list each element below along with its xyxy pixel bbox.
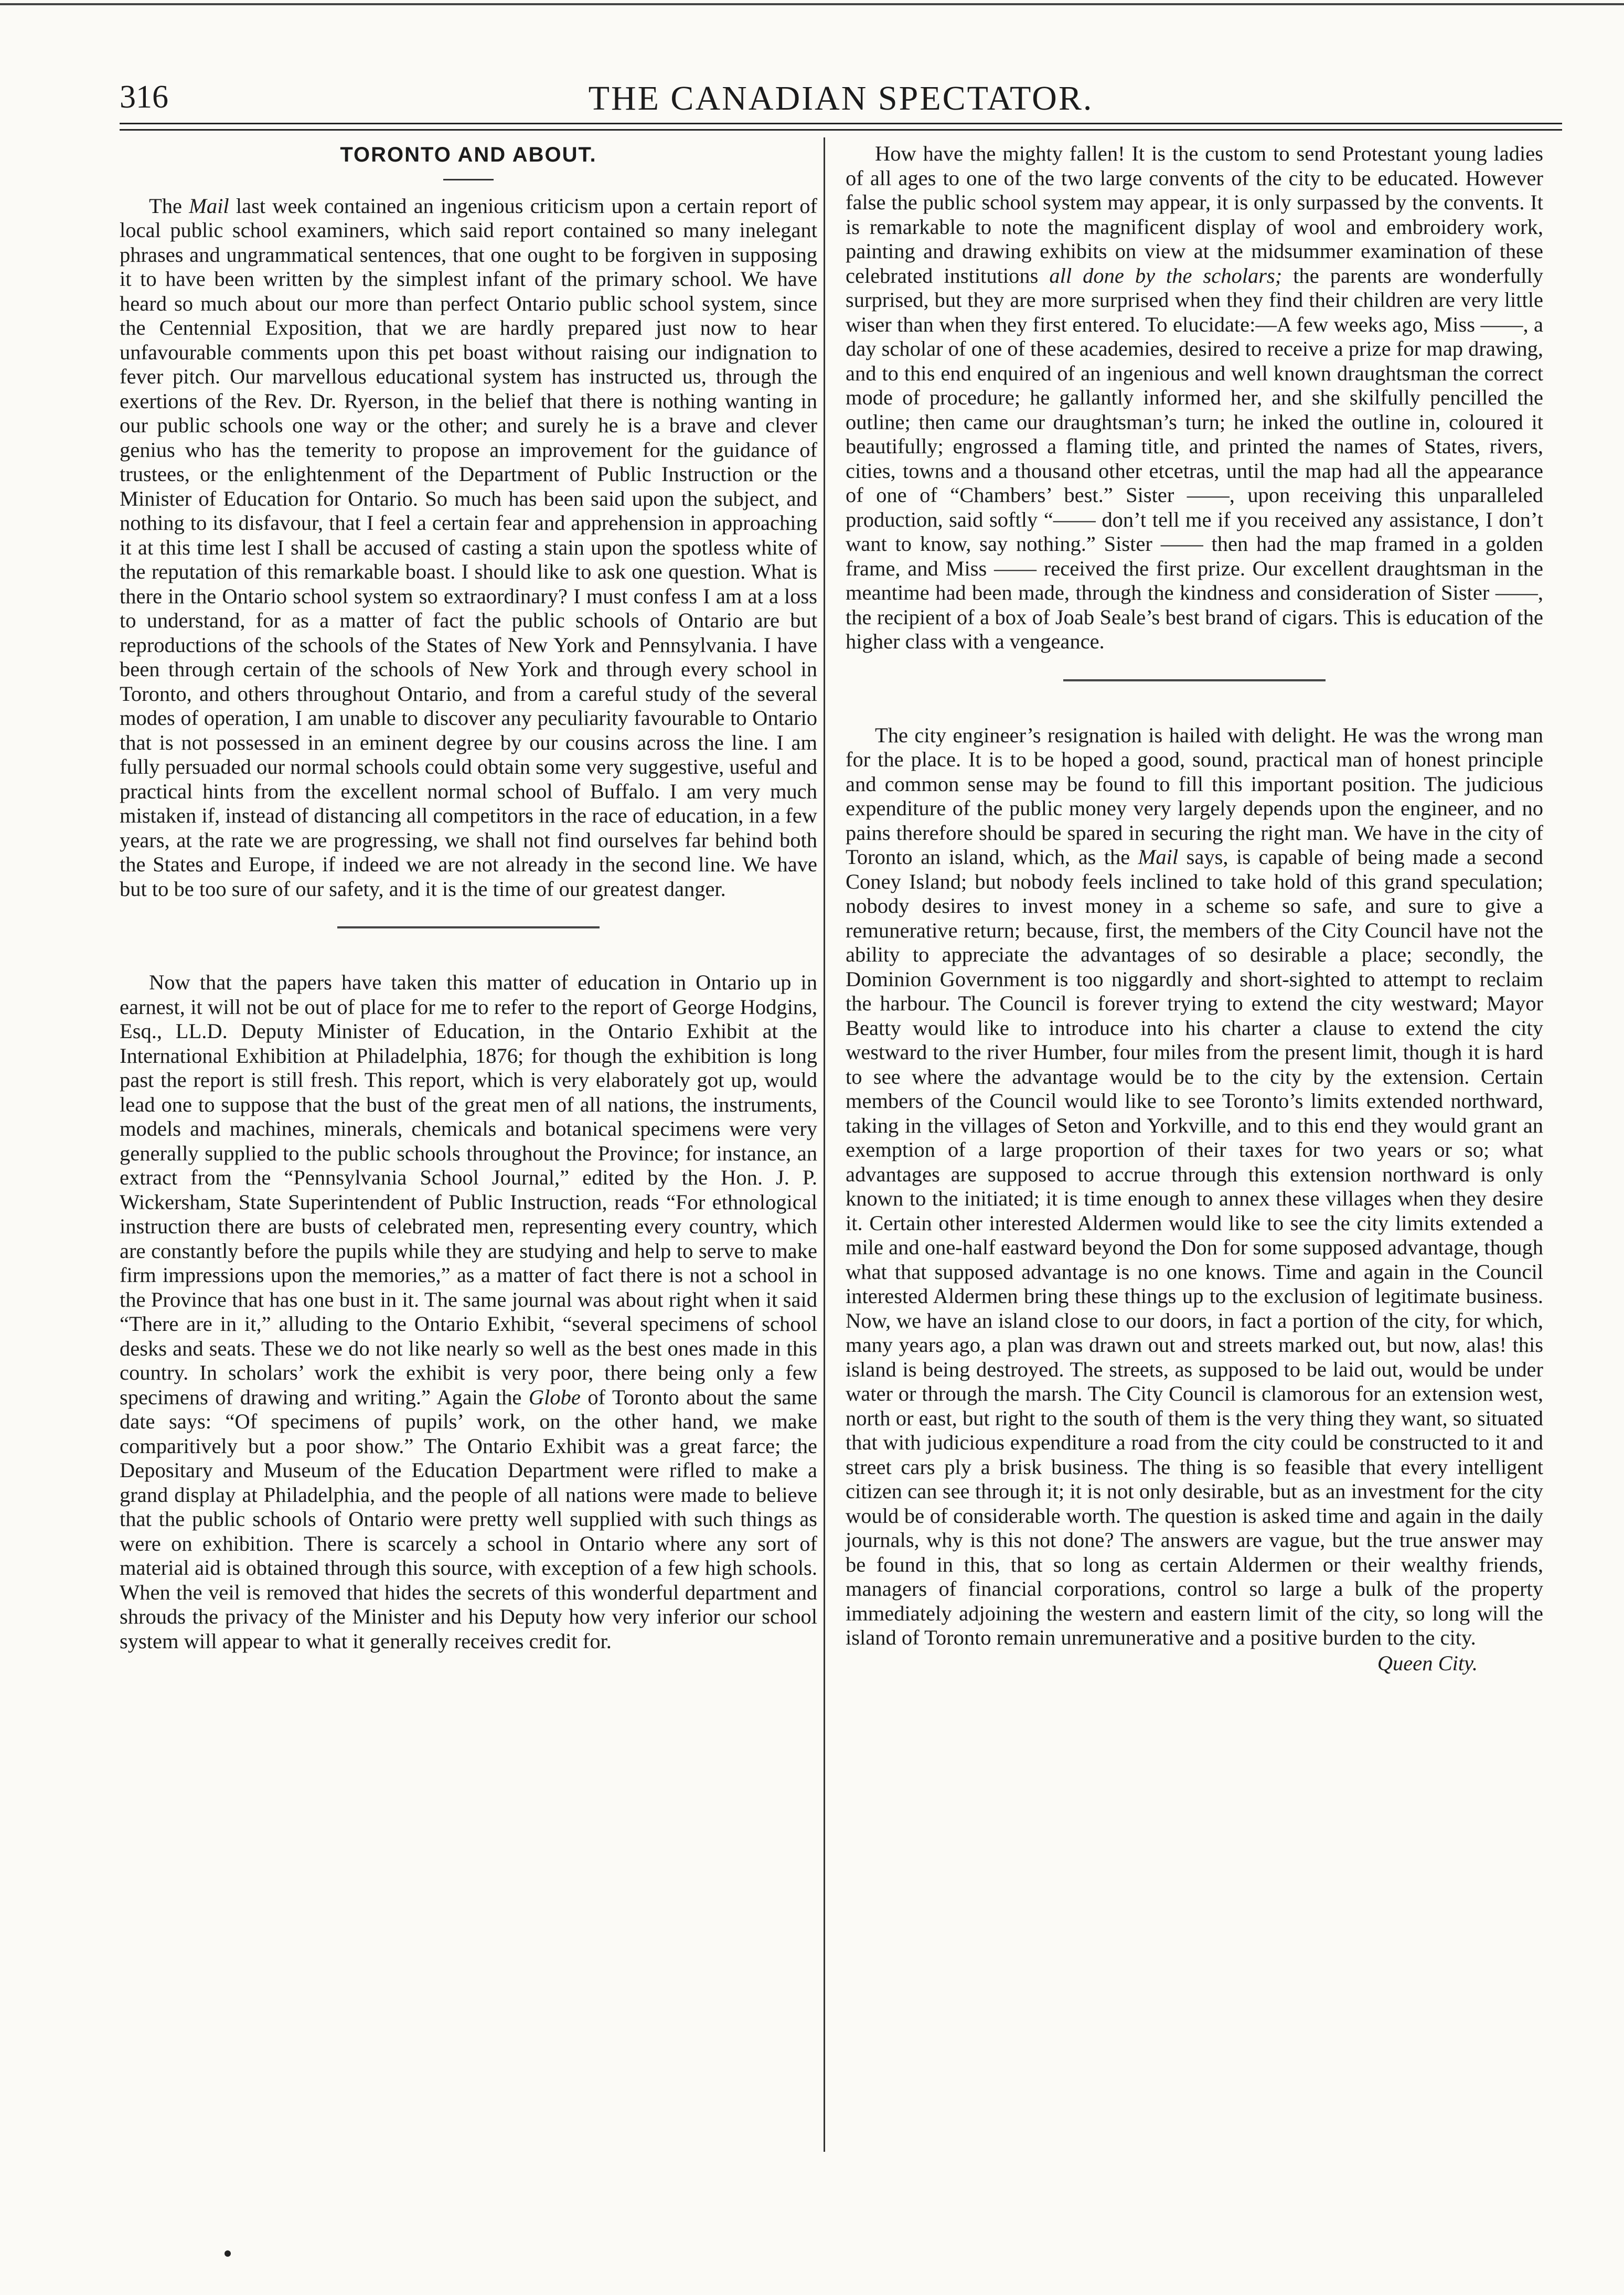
author-signature: Queen City. xyxy=(1377,1651,1478,1675)
newspaper-name-globe: Globe xyxy=(528,1385,581,1409)
paragraph-convents: How have the mighty fallen! It is the custom to send Protestant young ladies of all ages to one of the two large convents of the city to be educated. However false the public school system may appear, it is only surpassed by the convents. It is remarkable to note the magnificent display of wool and embroidery work, painting and drawing exhibits on view at the midsummer examination of these celebrated institutions all done by the scholars; the parents are wonderfully surprised, but they are more surprised when they find their children are very little wiser than when they first entered. To elucidate:—A few weeks ago, Miss ——, a day scholar of one of these academies, desired to receive a prize for map drawing, and to this end enquired of an ingenious and well known draughtsman the correct mode of procedure; he gallantly informed her, and she skilfully pencilled the outline; then came our draughtsman’s turn; he inked the outline in, coloured it beautifully; engrossed a flaming title, and printed the names of States, rivers, cities, towns and a thousand other etcetras, until the map had all the appearance of one of “Chambers’ best.” Sister ——, upon receiving this unparalleled production, said softly “—— don’t tell me if you received any assistance, I don’t want to know, say nothing.” Sister —— then had the map framed in a golden frame, and Miss —— received the first prize. Our excellent draughtsman in the meantime had been made, through the kindness and consideration of Sister ——, the recipient of a box of Joab Seale’s best brand of cigars. This is education of the higher class with a vengeance. xyxy=(846,142,1544,653)
paragraph-school-criticism: The Mail last week contained an ingenious criticism upon a certain report of local public school examiners, which said report contained so many inelegant phrases and ungrammatical sentences, that one ought to be forgiven in supposing it to have been written by the simplest infant of the primary school. We have heard so much about our more than perfect Ontario public school system, since the Centennial Exposition, that we are hardly prepared just now to hear unfavourable comments upon this pet boast without raising our indignation to fever pitch. Our marvellous educational system has instructed us, through the exertions of the Rev. Dr. Ryerson, in the belief that there is nothing wanting in our public schools one way or the other; and surely he is a brave and clever genius who has the temerity to propose an improvement for the guidance of trustees, or the enlightenment of the Department of Public Instruction or the Minister of Education for Ontario. So much has been said upon the subject, and nothing to its disfavour, that I feel a certain fear and apprehension in approaching it at this time lest I shall be accused of casting a stain upon the spotless white of the reputation of this remarkable boast. I should like to ask one question. What is there in the Ontario school system so extraordinary? I must confess I am at a loss to understand, for as a matter of fact the public schools of Ontario are but reproductions of the schools of the States of New York and Pennsylvania. I have been through certain of the schools of New York and through every school in Toronto, and others throughout Ontario, and from a careful study of the several modes of operation, I am unable to discover any peculiarity favourable to Ontario that is not possessed in an eminent degree by our cousins across the line. I am fully persuaded our normal schools could obtain some very suggestive, useful and practical hints from the excellent normal school of Buffalo. I am very much mistaken if, instead of distancing all competitors in the race of education, in a few years, at the rate we are progressing, we shall not find ourselves far behind both the States and Europe, if indeed we are not already in the second line. We have but to be too sure of our safety, and it is the time of our greatest danger. xyxy=(120,194,817,901)
column-divider xyxy=(824,137,825,2152)
ink-speck xyxy=(225,2250,231,2257)
newspaper-name-mail: Mail xyxy=(1138,845,1179,869)
page-header xyxy=(120,79,1562,121)
paragraph-ontario-exhibit: Now that the papers have taken this matter of education in Ontario up in earnest, it will not be out of place for me to refer to the report of George Hodgins, Esq., LL.D. Deputy Minister of Education, in the Ontario Exhibit at the International Exhibition at Philadelphia, 1876; for though the exhibition is long past the report is still fresh. This report, which is very elaborately got up, would lead one to suppose that the bust of the great men of all nations, the instruments, models and machines, minerals, chemicals and botanical specimens were very generally supplied to the public schools throughout the Province; for instance, an extract from the “Pennsylvania School Journal,” edited by the Hon. J. P. Wickersham, State Superintendent of Public Instruction, reads “For ethnological instruction there are busts of celebrated men, representing every country, which are constantly before the pupils while they are studying and help to serve to make firm impressions upon the memories,” as a matter of fact there is not a school in the Province that has one bust in it. The same journal was about right when it said “There are in it,” alluding to the Ontario Exhibit, “several specimens of school desks and seats. These we do not like nearly so well as the best ones made in this country. In scholars’ work the exhibit is very poor, there being only a few specimens of drawing and writing.” Again the Globe of Toronto about the same date says: “Of specimens of pupils’ work, on the other hand, we make comparitively but a poor show.” The Ontario Exhibit was a great farce; the Depositary and Museum of the Education Department were rifled to make a grand display at Philadelphia, and the people of all nations were made to believe that the public schools of Ontario were pretty well supplied with such things as were on exhibition. There is scarcely a school in Ontario where any sort of material aid is obtained through this source, with exception of a few high schools. When the veil is removed that hides the secrets of this wonderful department and shrouds the privacy of the Minister and his Deputy how very inferior our school system will appear to what it generally receives credit for. xyxy=(120,970,817,1653)
masthead-title: THE CANADIAN SPECTATOR. xyxy=(588,79,1094,118)
section-separator xyxy=(337,926,600,928)
right-column xyxy=(846,142,1543,1675)
paragraph-city-engineer: The city engineer’s resignation is hailed with delight. He was the wrong man for the place. It is to be hoped a good, sound, practical man of honest principle and common sense may be found to fill this important position. The judicious expenditure of the public money very largely depends upon the engineer, and no pains therefore should be spared in securing the right man. We have in the city of Toronto an island, which, as the Mail says, is capable of being made a second Coney Island; but nobody feels inclined to take hold of this grand speculation; nobody desires to invest money in a scheme so safe, and sure to give a remunerative return; because, first, the members of the City Council have not the ability to appreciate the advantages of so desirable a place; secondly, the Dominion Government is too niggardly and short-sighted to attempt to reclaim the harbour. The Council is forever trying to extend the city westward; Mayor Beatty would like to introduce into his charter a clause to extend the city westward to the river Humber, four miles from the present limit, though it is hard to see where the advantage would be to the city by the extension. Certain members of the Council would like to see Toronto’s limits extended northward, taking in the villages of Seton and Yorkville, and to this end they would grant an exemption of a large proportion of their taxes for two years or so; what advantages are supposed to accrue through this extension northward is only known to the initiated; it is time enough to annex these villages when they desire it. Certain other interested Aldermen would like to see the city limits extended a mile and one-half eastward beyond the Don for some supposed advantage, though what that supposed advantage is no one knows. Time and again in the Council interested Aldermen bring these things up to the exclusion of legitimate business. Now, we have an island close to our doors, in fact a portion of the city, for which, many years ago, a plan was drawn out and streets marked out, but now, alas! this island is being destroyed. The streets, as supposed to be laid out, would be under water or through the marsh. The City Council is clamorous for an extension west, north or east, but right to the south of them is the very thing they want, so situated that with judicious expenditure a road from the city could be constructed to it and street cars ply a brisk business. The thing is so feasible that every intelligent citizen can see through it; it is not only desirable, but as an investment for the city would be of considerable worth. The question is asked time and again in the daily journals, why is this not done? The answers are vague, but the true answer may be found in this, that so long as certain Aldermen or their wealthy friends, managers of financial corporations, control so large a bulk of the property immediately adjoining the western and eastern limit of the city, so long will the island of Toronto remain unremunerative and a positive burden to the city. xyxy=(846,723,1544,1649)
page-number: 316 xyxy=(120,79,168,115)
article-title: TORONTO AND ABOUT. xyxy=(340,143,597,166)
newspaper-name-mail: Mail xyxy=(189,194,229,218)
top-border-rule xyxy=(0,3,1624,5)
left-column xyxy=(120,142,817,1653)
section-separator xyxy=(1063,679,1326,681)
title-underline-rule xyxy=(443,179,494,180)
header-double-rule xyxy=(120,123,1562,131)
emphasis-all-done: all done by the scholars; xyxy=(1049,263,1283,287)
